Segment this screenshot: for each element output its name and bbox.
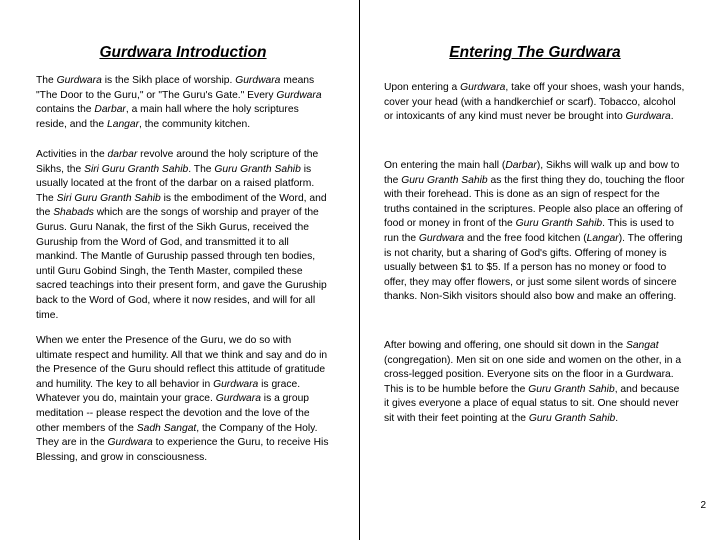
column-divider: [359, 0, 360, 540]
intro-paragraph-2: Activities in the darbar revolve around the holy scripture of the Sikhs, the Siri Guru Granth Sahib. The Guru Granth Sahib is usually located at the front of the darbar on a raised platform. The Siri Guru Granth Sahib is the embodiment of the Word, and the Shabads which are the songs of worship and prayer of the Gurus. Guru Nanak, the first of the Sikh Gurus, received the Guruship from the Word of God, and transmitted it to all mankind. The Mantle of Guruship passed through ten bodies, until Guru Gobind Singh, the Tenth Master, compiled these sacred teachings into their present form, and gave the Guruship back to the Word of God, where it now resides, and will for all time.: [36, 149, 327, 321]
entering-paragraph-3: After bowing and offering, one should sit down in the Sangat (congregation). Men sit on one side and women on the other, in a cross-legged position. Everyone sits on the floor in a Gurdwara. This is to be humble before the Guru Granth Sahib, and because it gives everyone a place of equal status to sit. One should never sit with their feet pointing at the Guru Granth Sahib.: [384, 340, 682, 424]
intro-paragraph-3: When we enter the Presence of the Guru, we do so with ultimate respect and humility. All that we think and say and do in the Presence of the Guru should reflect this attitude of gratitude and humility. The key to all behavior in Gurdwara is grace. Whatever you do, maintain your grace. Gurdwara is a group meditation -- please respect the devotion and the love of the other members of the Sadh Sangat, the Company of the Holy. They are in the Gurdwara to experience the Guru, to receive His Blessing, and grow in consciousness.: [36, 335, 329, 463]
entering-paragraph-1: Upon entering a Gurdwara, take off your shoes, wash your hands, cover your head (with a handkerchief or scarf). Tobacco, alcohol or intoxicants of any kind must never be brought into Gurdwara.: [384, 82, 685, 123]
intro-paragraph-1: The Gurdwara is the Sikh place of worship. Gurdwara means "The Door to the Guru," or "The Guru's Gate." Every Gurdwara contains the Darbar, a main hall where the holy scriptures reside, and the Langar, the community kitchen.: [36, 75, 322, 130]
gurdwara-introduction-heading: Gurdwara Introduction: [99, 44, 267, 61]
page-number: 2: [700, 500, 706, 511]
entering-gurdwara-heading: Entering The Gurdwara: [449, 44, 621, 61]
entering-paragraph-2: On entering the main hall (Darbar), Sikhs will walk up and bow to the Guru Granth Sahib as the first thing they do, touching the floor with their forehead. This is done as an sign of respect for the truths contained in the scriptures. People also place an offering of food or money in front of the Guru Granth Sahib. This is used to run the Gurdwara and the free food kitchen (Langar). The offering is not charity, but a sharing of God's gifts. Offering of money is usually between $1 to $5. If a person has no money or food to offer, they may offer flowers, or just some silent words of sincere thanks. Non-Sikh visitors should also bow and make an offering.: [384, 160, 685, 303]
